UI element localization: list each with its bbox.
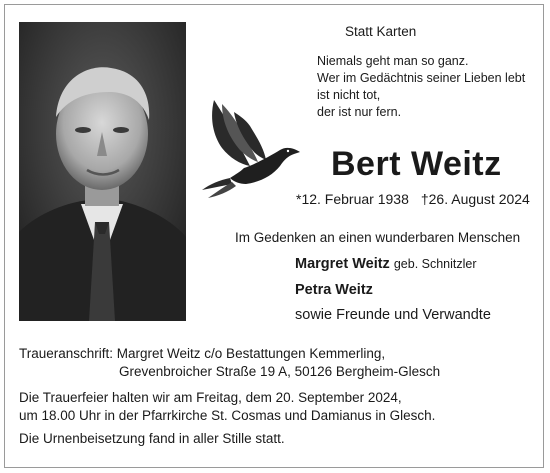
address-line-1: Traueranschrift: Margret Weitz c/o Bestattungen Kemmerling, bbox=[19, 346, 386, 361]
urn-note: Die Urnenbeisetzung fand in aller Stille statt. bbox=[19, 431, 285, 446]
mourners-others: sowie Freunde und Verwandte bbox=[295, 307, 491, 323]
statt-karten-label: Statt Karten bbox=[345, 24, 417, 39]
service-line-2: um 18.00 Uhr in der Pfarrkirche St. Cosmas und Damianus in Glesch. bbox=[19, 408, 436, 423]
poem-line: Wer im Gedächtnis seiner Lieben lebt bbox=[317, 71, 526, 85]
mourner-1-note: geb. Schnitzler bbox=[393, 257, 477, 271]
deceased-name: Bert Weitz bbox=[331, 145, 502, 183]
birth-date: *12. Februar 1938 bbox=[296, 191, 409, 207]
portrait-photo bbox=[19, 22, 186, 321]
service-line-1: Die Trauerfeier halten wir am Freitag, dem 20. September 2024, bbox=[19, 390, 402, 405]
poem-line: der ist nur fern. bbox=[317, 105, 402, 119]
mourner-2-name: Petra Weitz bbox=[295, 282, 373, 298]
poem-line: ist nicht tot, bbox=[317, 88, 381, 102]
mourner-1-name: Margret Weitz bbox=[295, 256, 390, 272]
dove-icon bbox=[200, 94, 302, 200]
mourner-1 bbox=[295, 256, 477, 272]
life-dates bbox=[296, 191, 530, 207]
poem-line: Niemals geht man so ganz. bbox=[317, 54, 469, 68]
address-line-2: Grevenbroicher Straße 19 A, 50126 Bergheim-Glesch bbox=[119, 364, 441, 379]
poem bbox=[317, 53, 525, 121]
mourners-intro: Im Gedenken an einen wunderbaren Menschen bbox=[235, 230, 521, 245]
death-date: †26. August 2024 bbox=[420, 191, 530, 207]
